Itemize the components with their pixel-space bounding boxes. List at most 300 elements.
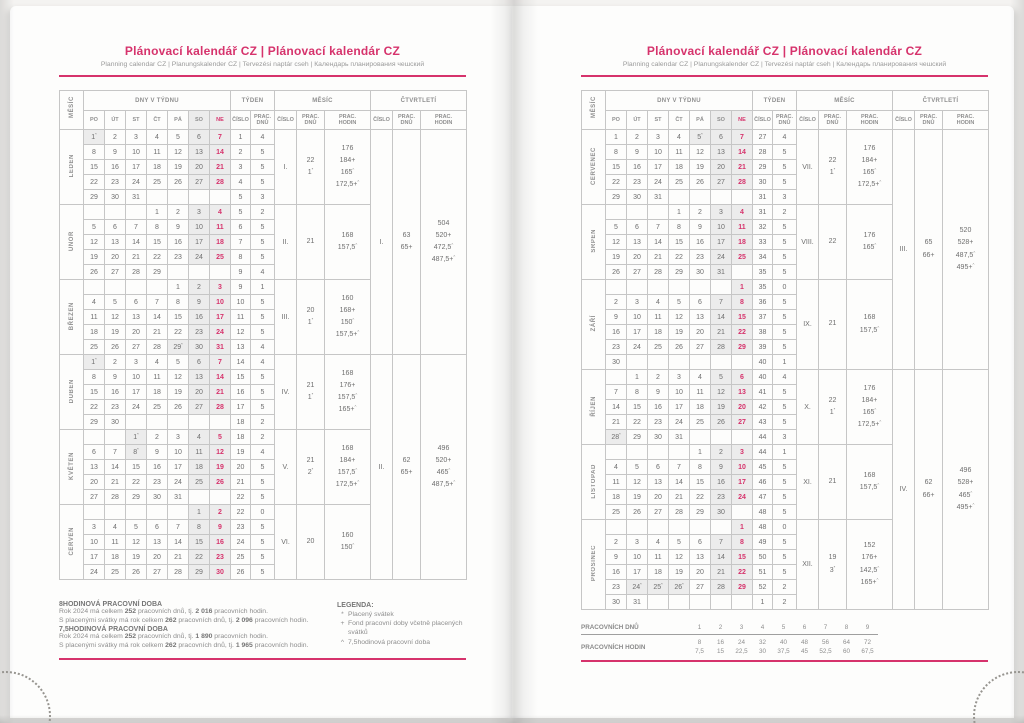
day-cell: 9 — [168, 220, 189, 235]
day-cell: 25 — [690, 415, 711, 430]
week-workdays-cell: 5 — [773, 535, 797, 550]
quarter-roman-cell: II. — [371, 355, 393, 580]
month-workdays-cell: 21 — [297, 205, 325, 280]
day-cell: 26 — [126, 565, 147, 580]
day-cell: 17 — [84, 550, 105, 565]
day-cell: 12 — [669, 550, 690, 565]
conversion-days-value: 4 — [752, 623, 773, 635]
quarter-group-header: ČTVRTLETÍ — [893, 91, 989, 111]
month-roman-cell: I. — [275, 130, 297, 205]
day-cell — [606, 280, 627, 295]
quarter-roman-cell: IV. — [893, 370, 915, 610]
month-workdays-cell: 21 1* — [297, 355, 325, 430]
day-cell: 4 — [84, 295, 105, 310]
day-cell: 20 — [189, 160, 210, 175]
worktime-line: S placenými svátky má rok celkem 262 pracovních dnů, tj. 1 965 pracovních hodin. — [59, 642, 309, 650]
month-hours-cell: 168 157,5^ — [325, 205, 371, 280]
month-hours-cell: 176 184+ 165^ 172,5+^ — [847, 370, 893, 445]
day-cell: 4 — [210, 205, 231, 220]
day-cell: 4 — [147, 355, 168, 370]
day-cell: 30 — [105, 415, 126, 430]
week-number-cell: 31 — [753, 190, 773, 205]
day-cell: 13 — [690, 550, 711, 565]
week-workdays-cell: 0 — [773, 520, 797, 535]
day-cell: 31 — [669, 430, 690, 445]
day-cell — [105, 280, 126, 295]
day-cell — [690, 430, 711, 445]
day-cell: 4 — [105, 520, 126, 535]
day-cell: 25 — [669, 175, 690, 190]
day-cell: 19 — [168, 385, 189, 400]
week-number-cell: 47 — [753, 490, 773, 505]
day-cell: 9 — [690, 220, 711, 235]
month-roman-cell: VIII. — [797, 205, 819, 280]
calendar-head — [60, 91, 467, 130]
legend-text: Fond pracovní doby včetně placených svátků — [348, 620, 463, 637]
day-cell: 25 — [84, 340, 105, 355]
day-cell — [648, 520, 669, 535]
day-cell: 2 — [168, 205, 189, 220]
conversion-hours-value — [836, 635, 857, 658]
sub-column-header-label: PRAC. DNŮ — [775, 113, 794, 126]
day-cell: 24 — [669, 415, 690, 430]
day-cell: 4 — [669, 130, 690, 145]
day-cell — [627, 445, 648, 460]
sub-column-header — [297, 111, 325, 130]
day-cell — [711, 430, 732, 445]
hours-8-value: 16 — [716, 639, 724, 646]
week-number-cell: 49 — [753, 535, 773, 550]
day-cell: 31 — [168, 490, 189, 505]
day-cell — [711, 190, 732, 205]
week-number-cell: 38 — [753, 325, 773, 340]
month-label-cell — [582, 370, 606, 445]
legend-text: Placený svátek — [348, 611, 394, 618]
day-cell: 10 — [711, 220, 732, 235]
day-cell — [690, 355, 711, 370]
month-workdays-cell: 21 — [819, 445, 847, 520]
day-cell: 29 — [189, 565, 210, 580]
day-cell: 25 — [147, 400, 168, 415]
day-cell: 20 — [732, 400, 753, 415]
day-cell: 11 — [189, 445, 210, 460]
day-cell: 9 — [147, 445, 168, 460]
day-cell: 22 — [606, 175, 627, 190]
week-workdays-cell: 5 — [251, 370, 275, 385]
day-cell: 23 — [210, 550, 231, 565]
day-cell: 7 — [669, 460, 690, 475]
month-hours-cell: 176 184+ 165^ 172,5+^ — [325, 130, 371, 205]
day-cell: 23 — [147, 475, 168, 490]
week-workdays-cell: 5 — [251, 325, 275, 340]
day-cell: 2 — [606, 295, 627, 310]
conversion-days-value: 5 — [773, 623, 794, 635]
day-cell: 22 — [84, 175, 105, 190]
page-title: Plánovací kalendář CZ | Plánovací kalendár CZ — [646, 44, 923, 58]
week-number-cell: 15 — [231, 370, 251, 385]
month-roman-cell: X. — [797, 370, 819, 445]
week-number-cell: 21 — [231, 475, 251, 490]
day-cell: 6 — [105, 220, 126, 235]
sub-column-header — [231, 111, 251, 130]
quarter-workdays-cell: 65 66+ — [915, 130, 943, 370]
month-group-header: MĚSÍC — [797, 91, 893, 111]
day-cell — [732, 595, 753, 610]
day-cell: 23 — [627, 175, 648, 190]
week-row — [60, 355, 467, 370]
day-cell: 12 — [711, 385, 732, 400]
week-number-cell: 40 — [753, 355, 773, 370]
day-cell — [606, 445, 627, 460]
day-cell: 18 — [147, 160, 168, 175]
hours-75-value: 37,5 — [777, 648, 790, 656]
day-cell: 30 — [690, 265, 711, 280]
week-workdays-cell: 5 — [773, 550, 797, 565]
day-cell: 5 — [84, 220, 105, 235]
sub-column-header — [393, 111, 421, 130]
conversion-days-value: 1 — [689, 623, 710, 635]
day-cell: 15 — [168, 310, 189, 325]
day-cell: 10 — [126, 370, 147, 385]
day-cell: 25 — [189, 475, 210, 490]
week-number-cell: 48 — [753, 505, 773, 520]
day-cell: 5 — [711, 370, 732, 385]
day-cell: 18 — [648, 325, 669, 340]
week-workdays-cell: 3 — [251, 190, 275, 205]
day-cell: 29 — [669, 265, 690, 280]
day-cell: 18 — [648, 565, 669, 580]
sub-column-header-label: PRAC. DNŮ — [253, 113, 272, 126]
day-cell: 2 — [210, 505, 231, 520]
week-number-cell: 26 — [231, 565, 251, 580]
day-cell: 15 — [189, 535, 210, 550]
day-cell: 9 — [711, 460, 732, 475]
week-number-cell: 18 — [231, 415, 251, 430]
week-workdays-cell: 5 — [773, 250, 797, 265]
weekdays-group-header: DNY V TÝDNU — [84, 91, 231, 111]
day-cell: 8 — [627, 385, 648, 400]
day-cell: 1* — [126, 430, 147, 445]
day-cell — [690, 190, 711, 205]
day-cell: 27 — [690, 340, 711, 355]
day-cell: 13 — [84, 460, 105, 475]
conversion-hours-value — [752, 635, 773, 658]
week-row — [60, 130, 467, 145]
hours-8-value: 40 — [779, 639, 787, 646]
conversion-hours-value — [815, 635, 836, 658]
day-cell — [105, 430, 126, 445]
day-cell: 27 — [147, 565, 168, 580]
day-cell — [711, 280, 732, 295]
day-cell — [732, 430, 753, 445]
day-cell — [84, 205, 105, 220]
month-label-cell — [582, 445, 606, 520]
week-workdays-cell: 1 — [773, 355, 797, 370]
day-cell: 18 — [669, 160, 690, 175]
day-cell: 27 — [711, 175, 732, 190]
worktime-block-title: 7,5HODINOVÁ PRACOVNÍ DOBA — [59, 626, 168, 634]
day-cell: 3 — [126, 355, 147, 370]
week-workdays-cell: 5 — [251, 400, 275, 415]
day-cell: 12 — [84, 235, 105, 250]
workdays-hours-conversion-table — [581, 623, 878, 657]
day-cell: 2 — [105, 130, 126, 145]
day-cell — [690, 595, 711, 610]
weekday-header: ST — [126, 111, 147, 130]
day-cell: 22 — [168, 325, 189, 340]
conversion-days-value: 9 — [857, 623, 878, 635]
sub-column-header — [797, 111, 819, 130]
day-cell — [126, 205, 147, 220]
week-workdays-cell: 5 — [773, 475, 797, 490]
day-cell: 20 — [711, 160, 732, 175]
day-cell: 4 — [648, 535, 669, 550]
day-cell: 11 — [147, 370, 168, 385]
day-cell — [711, 595, 732, 610]
day-cell: 16 — [147, 460, 168, 475]
day-cell: 7 — [210, 355, 231, 370]
week-workdays-cell: 5 — [773, 415, 797, 430]
day-cell: 22 — [627, 415, 648, 430]
week-number-cell: 25 — [231, 550, 251, 565]
hours-75-value: 67,5 — [861, 648, 874, 656]
quarter-roman-cell: I. — [371, 130, 393, 355]
week-number-cell: 22 — [231, 505, 251, 520]
day-cell: 9 — [627, 145, 648, 160]
day-cell: 14 — [126, 235, 147, 250]
day-cell — [210, 490, 231, 505]
weekday-header: PO — [84, 111, 105, 130]
hours-8-value: 48 — [800, 639, 808, 646]
header-rule — [581, 75, 988, 77]
day-cell: 25* — [648, 580, 669, 595]
hours-75-value: 15 — [716, 648, 724, 656]
sub-column-header-label: PRAC. HODIN — [956, 113, 975, 126]
week-workdays-cell: 5 — [251, 220, 275, 235]
day-cell: 14 — [168, 535, 189, 550]
day-cell: 13 — [105, 235, 126, 250]
day-cell — [627, 205, 648, 220]
day-cell: 31 — [648, 190, 669, 205]
day-cell: 21 — [147, 325, 168, 340]
day-cell: 28 — [105, 490, 126, 505]
legend-symbol: * — [341, 611, 344, 618]
week-workdays-cell: 5 — [773, 565, 797, 580]
day-cell: 26 — [606, 265, 627, 280]
day-cell: 15 — [147, 235, 168, 250]
day-cell: 28 — [711, 580, 732, 595]
day-cell: 18 — [84, 325, 105, 340]
month-hours-cell: 160 168+ 150^ 157,5+^ — [325, 280, 371, 355]
day-cell — [711, 520, 732, 535]
conversion-hours-label: PRACOVNÍCH HODIN — [581, 643, 646, 651]
day-cell: 22 — [189, 550, 210, 565]
hours-75-value: 52,5 — [819, 648, 832, 656]
day-cell: 17 — [711, 235, 732, 250]
legend-symbol: + — [340, 620, 345, 628]
day-cell — [168, 190, 189, 205]
day-cell: 3 — [648, 130, 669, 145]
sub-column-header-label: PRAC. DNŮ — [919, 113, 938, 126]
week-number-cell: 40 — [753, 370, 773, 385]
day-cell: 27 — [84, 490, 105, 505]
weekday-header: PÁ — [168, 111, 189, 130]
week-number-cell: 36 — [753, 295, 773, 310]
day-cell: 5 — [168, 355, 189, 370]
day-cell: 24 — [126, 175, 147, 190]
day-cell: 20 — [189, 385, 210, 400]
day-cell: 7 — [711, 535, 732, 550]
day-cell: 24 — [711, 250, 732, 265]
week-workdays-cell: 3 — [773, 190, 797, 205]
day-cell: 15 — [627, 400, 648, 415]
week-workdays-cell: 1 — [251, 280, 275, 295]
weekday-header: ÚT — [105, 111, 126, 130]
day-cell: 29 — [627, 430, 648, 445]
day-cell: 8 — [732, 295, 753, 310]
week-number-cell: 27 — [753, 130, 773, 145]
week-number-cell: 48 — [753, 520, 773, 535]
day-cell — [147, 190, 168, 205]
day-cell: 11 — [210, 220, 231, 235]
page-right — [512, 6, 1014, 718]
week-number-cell: 5 — [231, 205, 251, 220]
month-roman-cell: VII. — [797, 130, 819, 205]
day-cell: 1 — [189, 505, 210, 520]
day-cell: 4 — [147, 130, 168, 145]
day-cell: 9 — [105, 145, 126, 160]
week-number-cell: 41 — [753, 385, 773, 400]
month-roman-cell: V. — [275, 430, 297, 505]
day-cell — [168, 505, 189, 520]
weekday-header: SO — [189, 111, 210, 130]
week-workdays-cell: 1 — [773, 445, 797, 460]
day-cell: 21 — [210, 160, 231, 175]
worktime-line: Rok 2024 má celkem 252 pracovních dnů, tj. 2 016 pracovních hodin. — [59, 608, 268, 615]
day-cell: 26 — [168, 175, 189, 190]
day-cell: 4 — [189, 430, 210, 445]
day-cell: 21 — [648, 250, 669, 265]
sub-column-header — [773, 111, 797, 130]
day-cell: 17 — [210, 310, 231, 325]
week-workdays-cell: 4 — [251, 130, 275, 145]
day-cell: 11 — [84, 310, 105, 325]
day-cell: 1 — [606, 130, 627, 145]
day-cell: 27 — [189, 175, 210, 190]
day-cell: 23 — [189, 325, 210, 340]
day-cell: 21 — [711, 325, 732, 340]
day-cell: 4 — [690, 370, 711, 385]
quarter-workdays-cell: 63 65+ — [393, 130, 421, 355]
day-cell — [147, 415, 168, 430]
week-number-cell: 17 — [231, 400, 251, 415]
day-cell: 6 — [690, 535, 711, 550]
sub-column-header-label: ČÍSLO — [277, 116, 294, 123]
week-number-cell: 22 — [231, 490, 251, 505]
day-cell: 1* — [84, 355, 105, 370]
month-label-cell — [60, 130, 84, 205]
day-cell: 21 — [606, 415, 627, 430]
day-cell: 6 — [627, 220, 648, 235]
day-cell: 17 — [126, 160, 147, 175]
day-cell: 8 — [168, 295, 189, 310]
month-label: LEDEN — [68, 154, 75, 178]
week-workdays-cell: 5 — [251, 160, 275, 175]
weekday-header: ST — [648, 111, 669, 130]
day-cell: 22 — [732, 565, 753, 580]
day-cell — [168, 265, 189, 280]
month-label-cell — [60, 205, 84, 280]
day-cell — [147, 505, 168, 520]
week-workdays-cell: 2 — [251, 430, 275, 445]
day-cell: 27 — [690, 580, 711, 595]
hours-75-value: 30 — [758, 648, 766, 656]
day-cell: 22 — [126, 475, 147, 490]
day-cell: 2 — [627, 130, 648, 145]
day-cell: 7 — [648, 220, 669, 235]
day-cell: 15 — [84, 160, 105, 175]
week-workdays-cell: 5 — [251, 295, 275, 310]
day-cell: 17 — [189, 235, 210, 250]
day-cell: 25 — [732, 250, 753, 265]
day-cell: 9 — [189, 295, 210, 310]
day-cell: 25 — [648, 340, 669, 355]
sub-column-header-label: ČÍSLO — [895, 116, 912, 123]
day-cell: 9 — [105, 370, 126, 385]
day-cell — [210, 415, 231, 430]
footer-rule-left — [59, 658, 466, 660]
day-cell: 30 — [210, 565, 231, 580]
day-cell: 14 — [210, 370, 231, 385]
day-cell: 13 — [690, 310, 711, 325]
week-number-cell: 19 — [231, 445, 251, 460]
week-workdays-cell: 5 — [773, 490, 797, 505]
day-cell: 31 — [711, 265, 732, 280]
day-cell: 9 — [648, 385, 669, 400]
month-workdays-cell: 20 — [297, 505, 325, 580]
day-cell: 5 — [168, 130, 189, 145]
day-cell: 7 — [711, 295, 732, 310]
week-number-cell: 20 — [231, 460, 251, 475]
day-cell: 15 — [669, 235, 690, 250]
hours-75-value: 7,5 — [695, 648, 704, 656]
sub-column-header-label: ČÍSLO — [232, 116, 249, 123]
day-cell: 30 — [711, 505, 732, 520]
month-column-header — [582, 91, 606, 130]
header-row-groups — [582, 91, 989, 111]
day-cell — [84, 280, 105, 295]
month-roman-cell: XI. — [797, 445, 819, 520]
week-number-cell: 52 — [753, 580, 773, 595]
day-cell: 29 — [732, 580, 753, 595]
month-label: ČERVEN — [68, 526, 75, 556]
week-number-cell: 50 — [753, 550, 773, 565]
day-cell: 29 — [126, 490, 147, 505]
month-hours-cell: 168 157,5^ — [847, 445, 893, 520]
day-cell: 21 — [732, 160, 753, 175]
day-cell: 1 — [627, 370, 648, 385]
worktime-summary — [59, 600, 337, 651]
conversion-days-row — [581, 623, 878, 635]
day-cell: 14 — [606, 400, 627, 415]
day-cell — [690, 520, 711, 535]
month-workdays-cell: 22 — [819, 205, 847, 280]
week-workdays-cell: 5 — [251, 475, 275, 490]
week-workdays-cell: 5 — [773, 385, 797, 400]
week-workdays-cell: 5 — [251, 175, 275, 190]
day-cell — [669, 520, 690, 535]
week-number-cell: 7 — [231, 235, 251, 250]
